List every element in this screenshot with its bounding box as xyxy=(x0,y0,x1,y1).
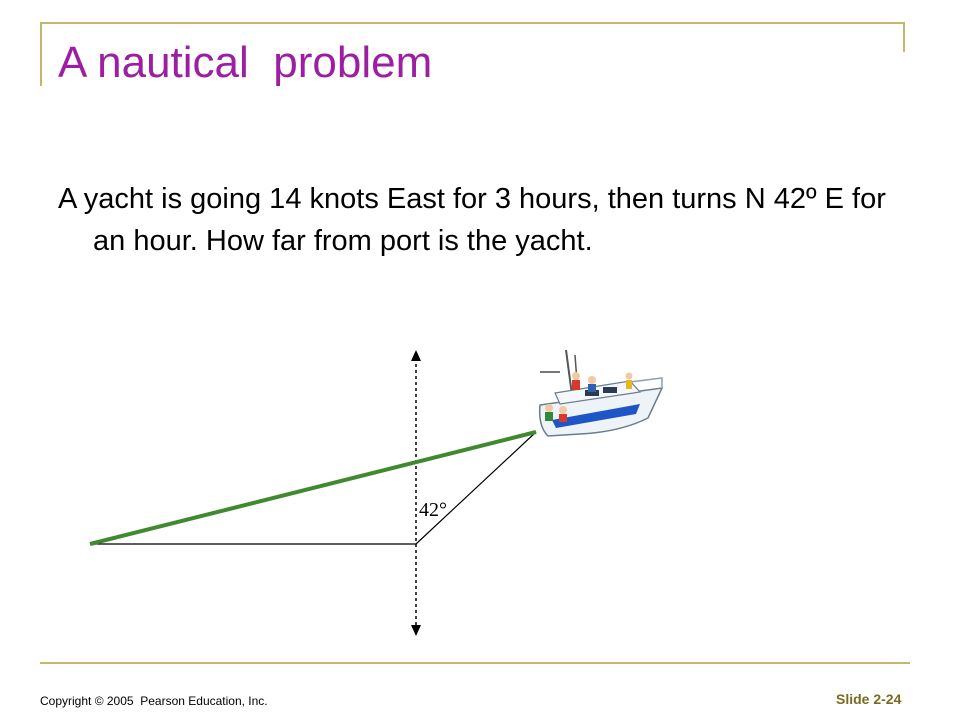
distance-line xyxy=(90,432,536,544)
angle-label: 42° xyxy=(419,499,447,521)
yacht-icon xyxy=(540,350,662,436)
footer-rule xyxy=(40,662,910,664)
slide-number: Slide 2-24 xyxy=(836,691,902,707)
south-arrowhead xyxy=(411,625,421,636)
north-arrowhead xyxy=(411,350,421,361)
copyright-text: Copyright © 2005 Pearson Education, Inc. xyxy=(40,694,268,708)
slide-title: A nautical problem xyxy=(58,38,433,87)
problem-text: A yacht is going 14 knots East for 3 hours, then turns N 42º E for an hour. How far from port is the yacht. xyxy=(58,183,886,257)
